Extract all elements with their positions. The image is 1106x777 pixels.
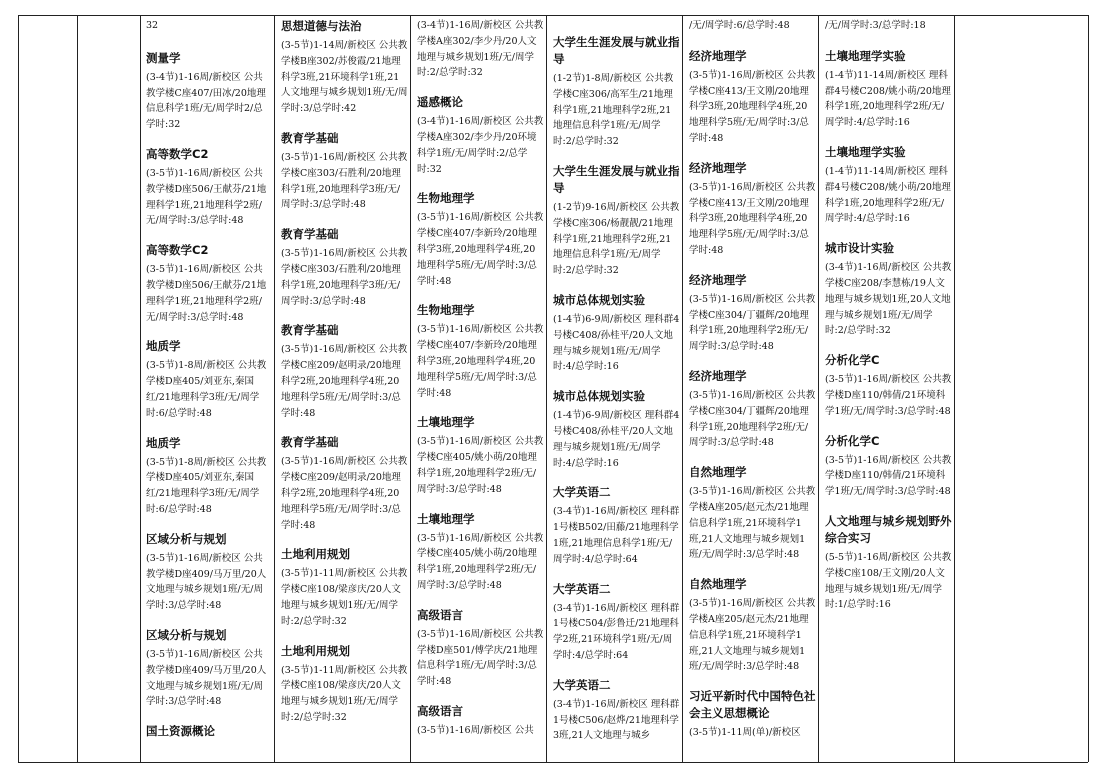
course-entry xyxy=(825,433,952,500)
course-entry xyxy=(281,18,408,117)
course-entry xyxy=(417,302,544,401)
course-entry xyxy=(281,130,408,213)
course-title: 城市设计实验 xyxy=(825,241,894,256)
column-divider xyxy=(954,15,955,762)
course-entry xyxy=(417,511,544,594)
course-detail: (3-5节)1-8周/新校区 公共教学楼D座405/刘亚东,秦国红/21地理科学3班/无/周学时:6/总学时:48 xyxy=(146,360,267,419)
course-entry xyxy=(417,94,544,177)
course-entry xyxy=(553,34,680,150)
course-title: 高等数学C2 xyxy=(146,146,209,161)
course-entry xyxy=(553,292,680,375)
schedule-column xyxy=(417,18,544,762)
column-divider xyxy=(818,15,819,762)
course-title: 教育学基础 xyxy=(281,227,339,242)
course-detail: (3-5节)1-16周/新校区 公共教学楼C座304/丁疆辉/20地理科学1班,20地理科学2班/无/周学时:3/总学时:48 xyxy=(689,389,816,449)
course-detail: (3-5节)1-16周/新校区 公共教学楼D座506/王献芬/21地理科学1班,21地理科学2班/无/周学时:3/总学时:48 xyxy=(146,167,267,227)
course-entry xyxy=(281,546,408,629)
course-detail: (1-2节)1-8周/新校区 公共教学楼C座306/高军生/21地理科学1班,21地理科学2班,21地理信息科学1班/无/周学时:2/总学时:32 xyxy=(553,73,674,148)
course-entry xyxy=(281,643,408,726)
course-title: 教育学基础 xyxy=(281,130,339,145)
course-entry xyxy=(689,368,816,451)
course-title: 生物地理学 xyxy=(417,303,475,318)
course-title: 自然地理学 xyxy=(689,577,747,592)
course-entry xyxy=(553,388,680,471)
course-detail: (1-4节)11-14周/新校区 理科群4号楼C208/姚小萌/20地理科学1班,20地理科学2班/无/周学时:4/总学时:16 xyxy=(825,165,951,225)
course-title: 城市总体规划实验 xyxy=(553,389,645,404)
course-detail: (3-4节)1-16周/新校区 公共教学楼A座302/李少丹/20环境科学1班/无/周学时:2/总学时:32 xyxy=(417,116,544,175)
table-top-border xyxy=(18,15,1088,16)
course-title: 国土资源概论 xyxy=(146,724,215,739)
course-title: 大学英语二 xyxy=(553,581,611,596)
course-title: 遥感概论 xyxy=(417,95,463,110)
course-detail: (3-5节)1-16周/新校区 公共教学楼D座409/马万里/20人文地理与城乡规划1班/无/周学时:3/总学时:48 xyxy=(146,552,267,612)
course-entry xyxy=(689,688,816,741)
course-entry xyxy=(825,48,952,131)
course-detail: (3-5节)1-16周/新校区 公共教学楼C座407/李新玲/20地理科学3班,20地理科学4班,20地理科学5班/无/周学时:3/总学时:48 xyxy=(417,212,544,287)
schedule-column xyxy=(689,18,816,762)
column-divider xyxy=(682,15,683,762)
course-entry xyxy=(553,484,680,567)
course-entry xyxy=(417,607,544,690)
course-title: 分析化学C xyxy=(825,353,880,368)
course-title: 高级语言 xyxy=(417,607,463,622)
course-detail: (1-4节)6-9周/新校区 理科群4号楼C408/孙桂平/20人文地理与城乡规划1班/无/周学时:4/总学时:16 xyxy=(553,313,680,373)
course-detail: (3-5节)1-16周/新校区 公共教学楼D座506/王献芬/21地理科学1班,21地理科学2班/无/周学时:3/总学时:48 xyxy=(146,264,267,323)
course-entry xyxy=(146,50,271,133)
course-entry xyxy=(825,513,952,613)
course-title: 思想道德与法治 xyxy=(281,19,362,33)
course-title: 经济地理学 xyxy=(689,272,747,287)
course-detail: (3-5节)1-14周/新校区 公共教学楼B座302/苏俊霞/21地理科学3班,21环境科学1班,21人文地理与城乡规划1班/无/周学时:3/总学时:42 xyxy=(281,40,408,115)
column-divider xyxy=(77,15,78,762)
course-title: 经济地理学 xyxy=(689,368,747,383)
course-title: 人文地理与城乡规划野外综合实习 xyxy=(825,513,952,545)
course-detail: (1-2节)9-16周/新校区 公共教学楼C座306/杨靓靓/21地理科学1班,21地理科学2班,21地理信息科学1班/无/周学时:2/总学时:32 xyxy=(553,201,680,277)
course-entry xyxy=(689,272,816,355)
course-title: 区域分析与规划 xyxy=(146,627,227,642)
course-entry xyxy=(825,352,952,419)
course-title: 大学英语二 xyxy=(553,485,611,500)
course-entry xyxy=(146,627,271,710)
continued-text: 32 xyxy=(146,20,159,31)
course-title: 土壤地理学 xyxy=(417,415,475,430)
course-detail: (3-4节)1-16周/新校区 理科群1号楼C504/彭鲁迁/21地理科学2班,21环境科学1班/无/周学时:4/总学时:64 xyxy=(553,602,680,661)
column-divider xyxy=(140,15,141,762)
course-title: 高等数学C2 xyxy=(146,243,209,258)
course-detail: (3-5节)1-11周/新校区 公共教学楼C座108/梁彦庆/20人文地理与城乡规划1班/无/周学时:2/总学时:32 xyxy=(281,568,408,627)
course-title: 测量学 xyxy=(146,50,181,65)
continued-text: /无/周学时:3/总学时:18 xyxy=(825,20,926,31)
course-detail: (1-4节)6-9周/新校区 理科群4号楼C408/孙桂平/20人文地理与城乡规划1班/无/周学时:4/总学时:16 xyxy=(553,410,680,469)
course-title: 土地利用规划 xyxy=(281,643,350,658)
course-title: 大学英语二 xyxy=(553,677,611,692)
course-title: 大学生生涯发展与就业指导 xyxy=(553,35,680,66)
course-title: 土壤地理学实验 xyxy=(825,144,906,159)
column-divider xyxy=(1088,15,1089,762)
course-detail: (3-5节)1-16周/新校区 公共教学楼C座304/丁疆辉/20地理科学1班,20地理科学2班/无/周学时:3/总学时:48 xyxy=(689,293,816,353)
course-detail: (3-5节)1-11周(单)/新校区 xyxy=(689,727,801,739)
schedule-column xyxy=(825,18,952,762)
course-title: 经济地理学 xyxy=(689,48,747,63)
column-divider xyxy=(410,15,411,762)
course-detail: (3-5节)1-16周/新校区 公共教学楼C座413/王文刚/20地理科学3班,20地理科学4班,20地理科学5班/无/周学时:3/总学时:48 xyxy=(689,69,816,144)
schedule-column xyxy=(553,34,680,762)
course-entry xyxy=(281,226,408,309)
course-entry xyxy=(553,677,680,744)
course-entry xyxy=(146,338,271,421)
course-detail: (3-5节)1-16周/新校区 公共教学楼C座413/王文刚/20地理科学3班,20地理科学4班,20地理科学5班/无/周学时:3/总学时:48 xyxy=(689,181,816,256)
course-entry xyxy=(417,703,544,739)
course-title: 习近平新时代中国特色社会主义思想概论 xyxy=(689,689,816,721)
course-detail: (3-5节)1-16周/新校区 公共教学楼C座405/姚小萌/20地理科学1班,20地理科学2班/无/周学时:3/总学时:48 xyxy=(417,532,544,591)
course-title: 高级语言 xyxy=(417,703,463,718)
course-entry xyxy=(689,576,816,675)
course-detail: (3-5节)1-16周/新校区 公共教学楼D座501/傅学庆/21地理信息科学1班/无/周学时:3/总学时:48 xyxy=(417,628,544,688)
course-detail: (3-5节)1-16周/新校区 公共教学楼C座407/李新玲/20地理科学3班,20地理科学4班,20地理科学5班/无/周学时:3/总学时:48 xyxy=(417,324,544,399)
course-title: 土壤地理学 xyxy=(417,511,475,526)
course-detail: (3-5节)1-16周/新校区 公共教学楼A座205/赵元杰/21地理信息科学1班,21环境科学1班,21人文地理与城乡规划1班/无/周学时:3/总学时:48 xyxy=(689,486,816,561)
course-detail: (3-5节)1-8周/新校区 公共教学楼D座405/刘亚东,秦国红/21地理科学3班/无/周学时:6/总学时:48 xyxy=(146,456,267,515)
course-title: 教育学基础 xyxy=(281,323,339,338)
course-entry xyxy=(281,322,408,421)
course-entry xyxy=(146,723,271,740)
course-title: 城市总体规划实验 xyxy=(553,292,645,307)
course-entry xyxy=(146,531,271,614)
course-entry xyxy=(689,464,816,563)
table-bottom-border xyxy=(18,762,1088,763)
column-divider xyxy=(546,15,547,762)
course-title: 经济地理学 xyxy=(689,160,747,175)
course-entry xyxy=(553,163,680,279)
course-entry xyxy=(417,190,544,289)
course-detail: (3-5节)1-16周/新校区 公共教学楼D座110/韩倩/21环境科学1班/无/周学时:3/总学时:48 xyxy=(825,374,952,417)
course-detail: (3-5节)1-16周/新校区 公共教学楼C座209/赵明录/20地理科学2班,20地理科学4班,20地理科学5班/无/周学时:3/总学时:48 xyxy=(281,344,408,419)
schedule-column xyxy=(146,18,271,762)
course-title: 生物地理学 xyxy=(417,191,475,206)
course-detail: (3-4节)1-16周/新校区 公共教学楼C座407/田冰/20地理信息科学1班/无/周学时2/总学时:32 xyxy=(146,71,266,131)
course-detail: (3-5节)1-16周/新校区 公共教学楼C座303/石胜利/20地理科学1班,20地理科学3班/无/周学时:3/总学时:48 xyxy=(281,248,408,307)
course-entry xyxy=(689,160,816,259)
course-entry xyxy=(553,581,680,664)
course-detail: (3-4节)1-16周/新校区 公共教学楼C座208/李慧栋/19人文地理与城乡规划1班,20人文地理与城乡规划1班/无/周学时:2/总学时:32 xyxy=(825,262,952,337)
course-detail: (3-4节)1-16周/新校区 理科群1号楼B502/田藤/21地理科学1班,21地理信息科学1班/无/周学时:4/总学时:64 xyxy=(553,506,680,565)
course-entry xyxy=(825,144,952,227)
course-detail: (3-5节)1-11周/新校区 公共教学楼C座108/梁彦庆/20人文地理与城乡规划1班/无/周学时:2/总学时:32 xyxy=(281,664,408,723)
course-detail: (5-5节)1-16周/新校区 公共教学楼C座108/王文刚/20人文地理与城乡规划1班/无/周学时:1/总学时:16 xyxy=(825,551,952,611)
course-title: 自然地理学 xyxy=(689,465,747,480)
course-title: 地质学 xyxy=(146,435,181,450)
course-entry xyxy=(689,48,816,147)
course-title: 教育学基础 xyxy=(281,435,339,450)
course-entry xyxy=(146,435,271,518)
course-detail: (3-5节)1-16周/新校区 公共 xyxy=(417,724,534,736)
continued-text: (3-4节)1-16周/新校区 公共教学楼A座302/李少丹/20人文地理与城乡规划1班/无/周学时:2/总学时:32 xyxy=(417,20,544,79)
course-title: 土地利用规划 xyxy=(281,547,350,562)
course-entry xyxy=(825,240,952,339)
course-detail: (1-4节)11-14周/新校区 理科群4号楼C208/姚小萌/20地理科学1班,20地理科学2班/无/周学时:4/总学时:16 xyxy=(825,69,951,129)
course-entry xyxy=(417,414,544,497)
course-title: 分析化学C xyxy=(825,433,880,448)
schedule-column xyxy=(281,18,408,762)
course-entry xyxy=(146,242,271,325)
continued-text: /无/周学时:6/总学时:48 xyxy=(689,20,790,31)
course-entry xyxy=(146,146,271,229)
column-divider xyxy=(274,15,275,762)
course-detail: (3-5节)1-16周/新校区 公共教学楼D座110/韩倩/21环境科学1班/无/周学时:3/总学时:48 xyxy=(825,454,952,498)
course-detail: (3-5节)1-16周/新校区 公共教学楼D座409/马万里/20人文地理与城乡规划1班/无/周学时:3/总学时:48 xyxy=(146,648,267,708)
course-title: 土壤地理学实验 xyxy=(825,48,906,63)
course-title: 大学生生涯发展与就业指导 xyxy=(553,163,680,195)
course-detail: (3-5节)1-16周/新校区 公共教学楼A座205/赵元杰/21地理信息科学1班,21环境科学1班,21人文地理与城乡规划1班/无/周学时:3/总学时:48 xyxy=(689,598,816,673)
course-title: 地质学 xyxy=(146,339,181,354)
course-detail: (3-5节)1-16周/新校区 公共教学楼C座209/赵明录/20地理科学2班,20地理科学4班,20地理科学5班/无/周学时:3/总学时:48 xyxy=(281,456,408,531)
course-detail: (3-5节)1-16周/新校区 公共教学楼C座405/姚小萌/20地理科学1班,20地理科学2班/无/周学时:3/总学时:48 xyxy=(417,436,544,495)
course-entry xyxy=(281,434,408,533)
column-divider xyxy=(18,15,19,762)
course-detail: (3-4节)1-16周/新校区 理科群1号楼C506/赵烨/21地理科学3班,21人文地理与城乡 xyxy=(553,698,680,742)
course-title: 区域分析与规划 xyxy=(146,531,227,546)
course-detail: (3-5节)1-16周/新校区 公共教学楼C座303/石胜利/20地理科学1班,20地理科学3班/无/周学时:3/总学时:48 xyxy=(281,151,408,211)
